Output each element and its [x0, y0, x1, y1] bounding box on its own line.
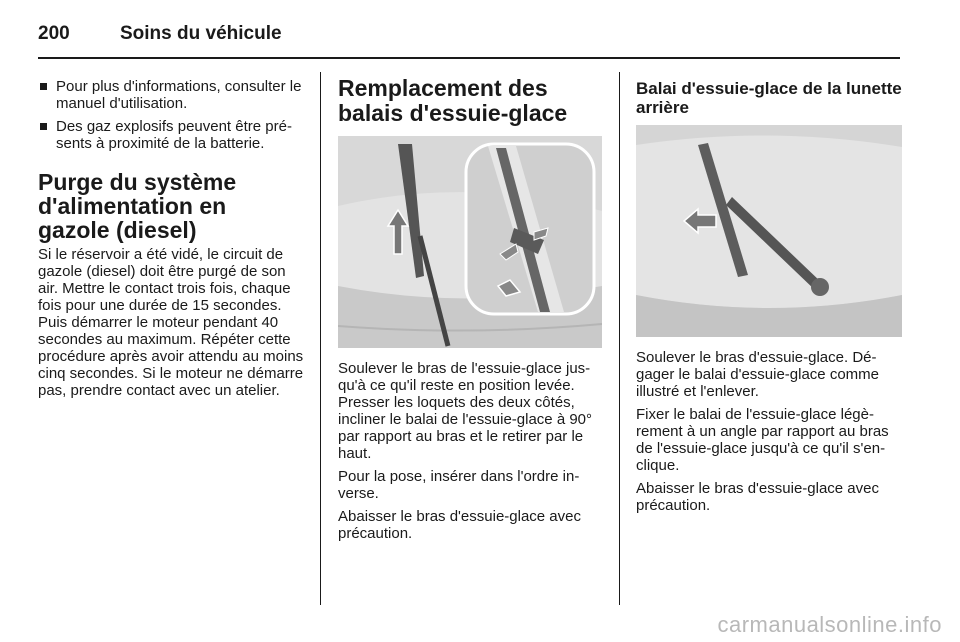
heading-wiper-replacement: Remplacement des balais d'essuie-glace: [338, 75, 568, 126]
bullet-item: Pour plus d'informations, consulter le manuel d'utilisation.: [38, 78, 304, 112]
page-header: [38, 18, 282, 50]
bullet-item: Des gaz explosifs peuvent être pré-sents à proximité de la batterie.: [38, 118, 304, 152]
header-rule: [38, 57, 900, 59]
heading-diesel-purge: Purge du système d'alimentation en gazole (diesel): [38, 169, 237, 243]
paragraph-rear-3: Abaisser le bras d'essuie-glace avec précaution.: [636, 480, 879, 514]
watermark-text: carmanualsonline.info: [717, 612, 942, 637]
paragraph-wiper-2: Pour la pose, insérer dans l'ordre in-verse.: [338, 468, 580, 502]
column-divider-2: [619, 72, 620, 605]
paragraph-wiper-1: Soulever le bras de l'essuie-glace jus-qu'à ce qu'il reste en position levée. Presser les loquets des deux côtés, incliner le balai de l'essuie-glace à 90° par rapport au bras et le retirer par le haut.: [338, 360, 593, 462]
bullet-square-icon: [40, 83, 47, 90]
paragraph-wiper-3: Abaisser le bras d'essuie-glace avec précaution.: [338, 508, 581, 542]
section-title: Soins du véhicule: [120, 23, 282, 44]
column-1: [38, 64, 304, 405]
bullet-square-icon: [40, 123, 47, 130]
heading-rear-wiper: Balai d'essuie-glace de la lunette arrière: [636, 79, 902, 117]
column-2: [338, 64, 602, 548]
column-3: [636, 64, 902, 520]
paragraph-rear-1: Soulever le bras d'essuie-glace. Dé-gager le balai d'essuie-glace comme illustré et l'enlever.: [636, 349, 879, 400]
page-number: 200: [38, 23, 70, 44]
bullet-list: [38, 78, 304, 152]
front-wiper-illustration: [338, 136, 602, 348]
rear-wiper-illustration: [636, 125, 902, 337]
column-divider-1: [320, 72, 321, 605]
paragraph-diesel-purge: Si le réservoir a été vidé, le circuit de gazole (diesel) doit être purgé de son air. Mettre le contact trois fois, chaque fois pour une durée de 15 secondes. Puis démarrer le moteur pendant 40 secondes au maximum. Répéter cette procédure après avoir attendu au moins cinq secondes. Si le moteur ne démarre pas, prendre contact avec un atelier.: [38, 246, 304, 399]
paragraph-rear-2: Fixer le balai de l'essuie-glace légè-rement à un angle par rapport au bras de l'essuie-glace jusqu'à ce qu'il s'en-clique.: [636, 406, 889, 474]
